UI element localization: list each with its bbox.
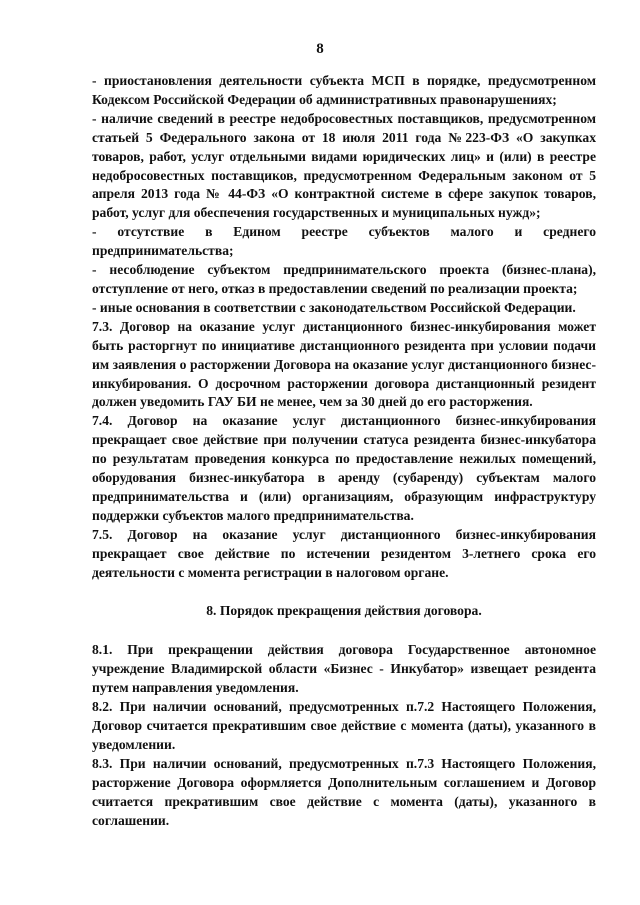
list-item-business-plan-noncompliance: - несоблюдение субъектом предпринимательского проекта (бизнес-плана), отступление от него, отказ в предоставлении сведений по реализации проекта; (92, 262, 596, 296)
spacer (92, 621, 596, 641)
list-item-other-grounds: - иные основания в соответствии с законодательством Российской Федерации. (92, 299, 576, 315)
page-number: 8 (316, 41, 324, 57)
clause-7-5: 7.5. Договор на оказание услуг дистанционного бизнес-инкубирования прекращает свое действие по истечении резидентом 3-летнего срока его деятельности с момента регистрации в налоговом органе. (92, 526, 596, 580)
clause-8-2: 8.2. При наличии оснований, предусмотренных п.7.2 Настоящего Положения, Договор считается прекратившим свое действие с момента (даты), указанного в уведомлении. (92, 699, 596, 752)
list-item-sme-registry-absence: - отсутствие в Едином реестре субъектов малого и среднего предпринимательства; (92, 224, 596, 259)
list-item-suspension: - приостановления деятельности субъекта МСП в порядке, предусмотренном Кодексом Российской Федерации об административных правонарушениях; (92, 73, 596, 107)
document-body (92, 72, 596, 830)
section-heading: 8. Порядок прекращения действия договора. (206, 603, 482, 619)
clause-7-3: 7.3. Договор на оказание услуг дистанционного бизнес-инкубирования может быть расторгнут по инициативе дистанционного резидента при условии подачи им заявления о расторжении Договора на оказание услуг дистанционного бизнес-инкубирования. О досрочном расторжении договора дистанционный резидент должен уведомить ГАУ БИ не менее, чем за 30 дней до его расторжения. (92, 318, 596, 410)
clause-8-1: 8.1. При прекращении действия договора Государственное автономное учреждение Владимирской области «Бизнес - Инкубатор» извещает резидента путем направления уведомления. (92, 642, 596, 696)
clause-7-4: 7.4. Договор на оказание услуг дистанционного бизнес-инкубирования прекращает свое действие при получении статуса резидента бизнес-инкубатора по результатам проведения конкурса по предоставление нежилых помещений, оборудования бизнес-инкубатора в аренду (субаренду) субъектам малого предпринимательства и (или) организациям, образующим инфраструктуру поддержки субъектов малого предпринимательства. (92, 413, 596, 523)
spacer (92, 582, 596, 602)
list-item-unfair-suppliers-registry: - наличие сведений в реестре недобросовестных поставщиков, предусмотренном статьей 5 Федерального закона от 18 июля 2011 года №223-ФЗ «О закупках товаров, работ, услуг отдельными видами юридических лиц» и (или) в реестре недобросовестных поставщиков, предусмотренном Федеральным законом от 5 апреля 2013 года № 44-ФЗ «О контрактной системе в сфере закупок товаров, работ, услуг для обеспечения государственных и муниципальных нужд»; (92, 110, 596, 221)
clause-8-3: 8.3. При наличии оснований, предусмотренных п.7.3 Настоящего Положения, расторжение Договора оформляется Дополнительным соглашением и Договор считается прекратившим свое действие с момента (даты), указанного в соглашении. (92, 755, 596, 828)
